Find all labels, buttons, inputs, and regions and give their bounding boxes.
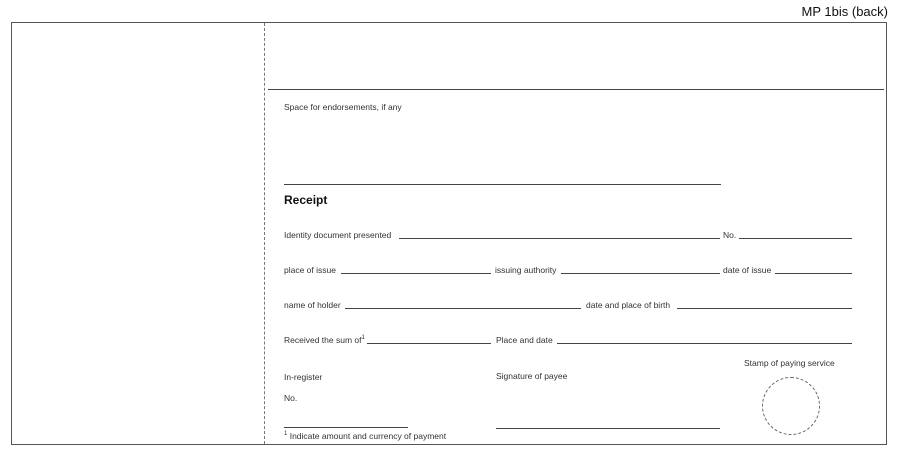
stamp-label: Stamp of paying service xyxy=(744,358,835,368)
footnote-mark: 1 xyxy=(284,431,288,438)
issuing-authority-field[interactable] xyxy=(561,273,720,274)
footnote: $^1$ Indicate amount and currency of payment xyxy=(284,431,447,441)
in-register-number-field[interactable] xyxy=(284,427,408,428)
form-frame xyxy=(11,22,887,445)
in-register-label: In-register xyxy=(284,372,323,382)
stamp-circle xyxy=(762,377,820,435)
identity-document-field[interactable] xyxy=(399,238,720,239)
date-place-birth-field[interactable] xyxy=(677,308,852,309)
document-number-field[interactable] xyxy=(739,238,852,239)
endorsements-line[interactable] xyxy=(284,184,721,185)
place-and-date-field[interactable] xyxy=(557,343,852,344)
issuing-authority-label: issuing authority xyxy=(495,265,557,275)
date-of-issue-label: date of issue xyxy=(723,265,772,275)
signature-field[interactable] xyxy=(496,428,720,429)
signature-label: Signature of payee xyxy=(496,371,568,381)
receipt-title: Receipt xyxy=(284,193,328,207)
received-sum-footnote-mark: 1 xyxy=(361,335,365,342)
form-identifier: MP 1bis (back) xyxy=(801,4,888,19)
identity-document-label: Identity document presented xyxy=(284,230,392,240)
place-of-issue-label: place of issue xyxy=(284,265,336,275)
received-sum-field[interactable] xyxy=(367,343,491,344)
place-and-date-label: Place and date xyxy=(496,335,553,345)
name-of-holder-label: name of holder xyxy=(284,300,341,310)
place-of-issue-field[interactable] xyxy=(341,273,491,274)
name-of-holder-field[interactable] xyxy=(345,308,581,309)
in-register-number-label: No. xyxy=(284,393,298,403)
endorsements-label: Space for endorsements, if any xyxy=(284,102,402,112)
received-sum-label: Received the sum $of^1$ xyxy=(284,335,365,345)
document-number-label: No. xyxy=(723,230,737,240)
perforation-line xyxy=(264,23,265,444)
date-of-issue-field[interactable] xyxy=(775,273,852,274)
date-place-birth-label: date and place of birth xyxy=(586,300,671,310)
top-section-divider xyxy=(268,89,884,90)
